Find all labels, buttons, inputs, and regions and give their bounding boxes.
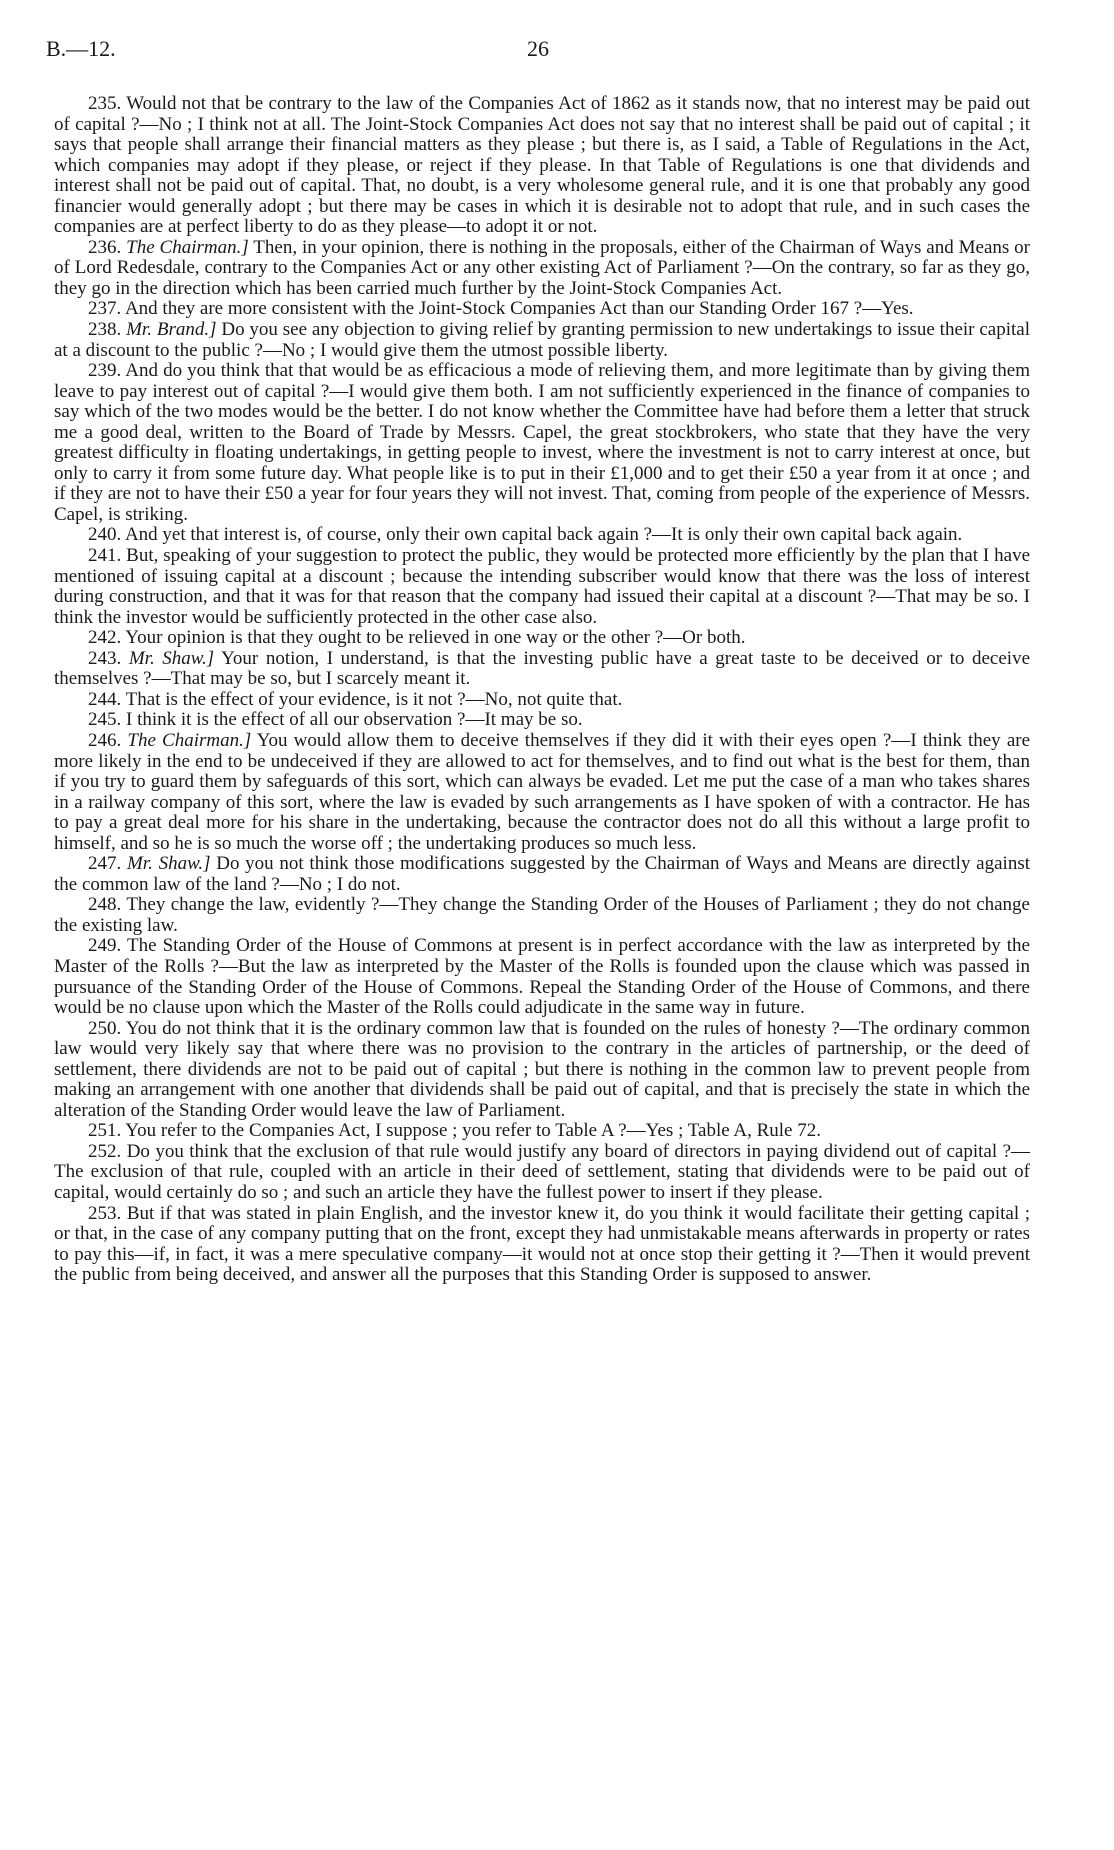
question-number: 250. [88, 1017, 122, 1039]
question-242 [54, 628, 1030, 649]
question-244 [54, 690, 1030, 711]
question-245 [54, 710, 1030, 731]
question-237 [54, 299, 1030, 320]
speaker-label: Mr. Shaw.] [128, 647, 215, 669]
question-text: You do not think that it is the ordinary common law that is founded on the rules of honesty ?—The ordinary common law would very likely say that where there was no provision to the contrary in the articles of partnership, or the deed of settlement, there dividends are not to be paid out of capital ; but there is nothing in the common law to prevent people from making an arrangement with one another that dividends shall be paid out of capital, and that is precisely the state in which the alteration of the Standing Order would leave the law of Parliament. [54, 1017, 1030, 1121]
question-number: 245. [88, 709, 122, 731]
question-text: I think it is the effect of all our observation ?—It may be so. [126, 709, 583, 731]
question-text: Do you not think those modifications suggested by the Chairman of Ways and Means are directly against the common law of the land ?—No ; I do not. [54, 853, 1030, 895]
question-text: But if that was stated in plain English, and the investor knew it, do you think it would facilitate their getting capital ; or that, in the case of any company putting that on the front, except they had unmistakable means afterwards in property or rates to pay this—if, in fact, it was a mere speculative company—it would not at once stop their getting it ?—Then it would prevent the public from being deceived, and answer all the purposes that this Standing Order is supposed to answer. [54, 1202, 1030, 1286]
page-header [46, 36, 1030, 76]
question-number: 239. [88, 360, 122, 382]
question-250 [54, 1019, 1030, 1122]
question-text: And do you think that that would be as efficacious a mode of relieving them, and more legitimate than by giving them leave to pay interest out of capital ?—I would give them both. I am not sufficiently experienced in the finance of companies to say which of the two modes would be the better. I do not know whether the Committee have had before them a letter that struck me a good deal, written to the Board of Trade by Messrs. Capel, the great stockbrokers, who state that they have the very greatest difficulty in floating undertakings, in getting people to invest, where the investment is not to carry interest at once, but only to carry it from some future day. What people like is to put in their £1,000 and to get their £50 a year from it at once ; and if they are not to have their £50 a year for four years they will not invest. That, coming from people of the experience of Messrs. Capel, is striking. [54, 360, 1031, 525]
question-252 [54, 1142, 1030, 1204]
question-246 [54, 731, 1030, 854]
question-247 [54, 854, 1030, 895]
question-text: The Standing Order of the House of Commons at present is in perfect accordance with the law as interpreted by the Master of the Rolls ?—But the law as interpreted by the Master of the Rolls is founded upon the clause which was passed in pursuance of the Standing Order of the House of Commons. Repeal the Standing Order of the House of Commons, and there would be no clause upon which the Master of the Rolls could adjudicate in the same way in future. [54, 935, 1030, 1019]
question-241 [54, 546, 1030, 628]
question-number: 248. [88, 894, 122, 916]
question-number: 247. [88, 853, 122, 875]
question-number: 236. [88, 236, 122, 258]
document-reference: B.—12. [46, 36, 116, 61]
question-text: They change the law, evidently ?—They change the Standing Order of the Houses of Parliament ; they do not change the existing law. [54, 894, 1030, 936]
question-number: 253. [88, 1202, 122, 1224]
question-243 [54, 649, 1030, 690]
question-number: 242. [88, 627, 122, 649]
page-number: 26 [527, 36, 549, 61]
speaker-label: The Chairman.] [126, 236, 249, 258]
speaker-label: Mr. Shaw.] [126, 853, 211, 875]
question-236 [54, 238, 1030, 300]
document-page [46, 36, 1031, 1286]
question-text: Then, in your opinion, there is nothing in the proposals, either of the Chairman of Ways and Means or of Lord Redesdale, contrary to the Companies Act or any other existing Act of Parliament ?—On the contrary, so far as they go, they go in the direction which has been carried much further by the Joint-Stock Companies Act. [54, 236, 1030, 299]
question-text: Would not that be contrary to the law of the Companies Act of 1862 as it stands now, that no interest may be paid out of capital ?—No ; I think not at all. The Joint-Stock Companies Act does not say that no interest shall be paid out of capital ; it says that people shall arrange their financial matters as they please ; but there is, as I said, a Table of Regulations in the Act, which companies may adopt if they please, or reject if they please. In that Table of Regulations is one that dividends and interest shall not be paid out of capital. That, no doubt, is a very wholesome general rule, and it is one that probably any good financier would generally adopt ; but there may be cases in which it is desirable not to adopt that rule, and in such cases the companies are at perfect liberty to do as they please—to adopt it or not. [54, 93, 1030, 238]
speaker-label: Mr. Brand.] [126, 319, 217, 341]
question-number: 252. [88, 1140, 122, 1162]
question-239 [54, 361, 1030, 525]
question-number: 240. [88, 524, 122, 546]
question-number: 241. [88, 545, 122, 567]
question-text: And yet that interest is, of course, only their own capital back again ?—It is only their own capital back again. [124, 524, 963, 546]
question-text: Do you think that the exclusion of that rule would justify any board of directors in paying dividend out of capital ?—The exclusion of that rule, coupled with an article in their deed of settlement, stating that dividends were to be paid out of capital, would certainly do so ; and such an article they have the fullest power to insert if they please. [54, 1140, 1030, 1203]
question-number: 249. [88, 935, 122, 957]
question-text: Do you see any objection to giving relief by granting permission to new undertakings to issue their capital at a discount to the public ?—No ; I would give them the utmost possible liberty. [54, 319, 1030, 361]
question-240 [54, 525, 1030, 546]
question-235 [54, 94, 1030, 238]
question-number: 235. [88, 93, 122, 114]
question-text: You refer to the Companies Act, I suppose ; you refer to Table A ?—Yes ; Table A, Rule 72. [125, 1120, 821, 1142]
question-text: And they are more consistent with the Joint-Stock Companies Act than our Standing Order 167 ?—Yes. [124, 298, 914, 320]
question-text: Your notion, I understand, is that the investing public have a great taste to be deceived or to deceive themselves ?—That may be so, but I scarcely meant it. [54, 647, 1031, 690]
question-number: 243. [88, 647, 122, 669]
question-text: That is the effect of your evidence, is it not ?—No, not quite that. [125, 688, 623, 710]
question-249 [54, 936, 1030, 1018]
question-248 [54, 895, 1030, 936]
question-number: 246. [88, 729, 122, 751]
question-text: But, speaking of your suggestion to protect the public, they would be protected more efficiently by the plan that I have mentioned of issuing capital at a discount ; because the intending subscriber would know that there was the loss of interest during construction, and that it was for that reason that the company had issued their capital at a discount ?—That may be so. I think the investor would be sufficiently protected in the other case also. [54, 545, 1031, 628]
question-text: Your opinion is that they ought to be relieved in one way or the other ?—Or both. [125, 627, 746, 649]
question-number: 251. [88, 1120, 122, 1142]
question-number: 237. [88, 298, 122, 320]
question-253 [54, 1204, 1030, 1286]
question-text: You would allow them to deceive themselves if they did it with their eyes open ?—I think they are more likely in the end to be undeceived if they are allowed to act for themselves, and to find out what is the best for them, than if you try to guard them by safeguards of this sort, which can always be evaded. Let me put the case of a man who takes shares in a railway company of this sort, where the law is evaded by such arrangements as I have spoken of with a contractor. He has to pay a great deal more for his share in the undertaking, because the contractor does not do all this without a large profit to himself, and so he is so much the worse off ; the undertaking produces so much less. [54, 729, 1031, 854]
question-number: 238. [88, 319, 122, 341]
question-number: 244. [88, 688, 122, 710]
evidence-body [54, 94, 1030, 1286]
speaker-label: The Chairman.] [127, 729, 252, 751]
question-251 [54, 1121, 1030, 1142]
question-238 [54, 320, 1030, 361]
